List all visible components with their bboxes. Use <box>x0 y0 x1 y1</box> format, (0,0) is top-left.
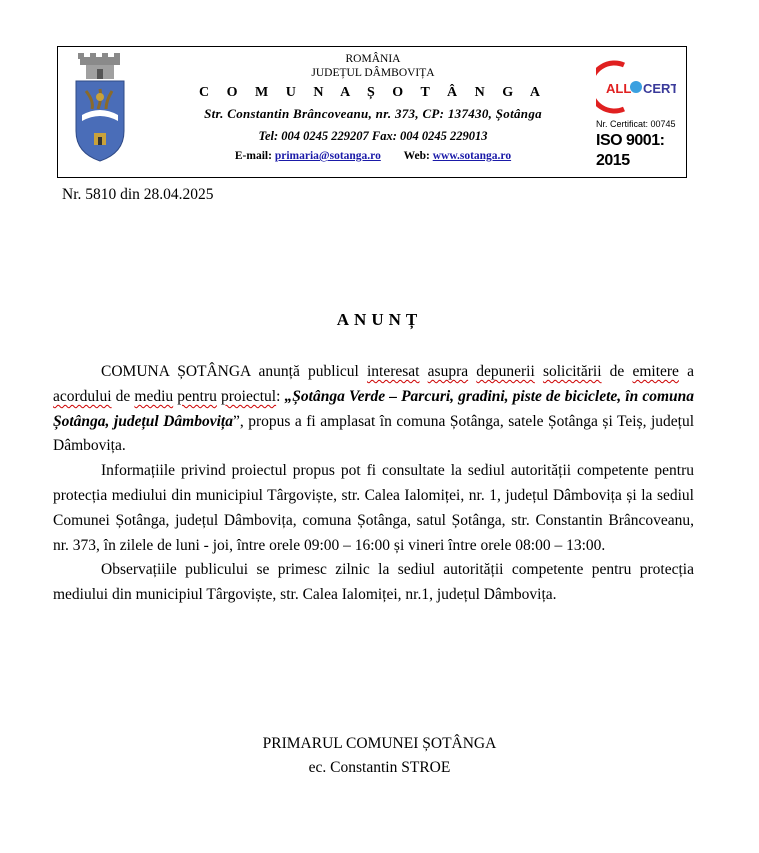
text-span: COMUNA ȘOTÂNGA anunță publicul <box>101 363 367 380</box>
text-span <box>420 363 428 380</box>
coat-of-arms-icon <box>72 53 128 163</box>
web-label: Web: <box>403 150 430 162</box>
postal-address: Str. Constantin Brâncoveanu, nr. 373, CP: 137430, Șotânga <box>204 106 542 121</box>
announcement-body <box>53 360 694 608</box>
letterhead <box>57 46 687 178</box>
spellcheck-word: proiectul <box>221 387 277 405</box>
spellcheck-word: asupra <box>427 363 469 380</box>
registration-number: Nr. 5810 din 28.04.2025 <box>62 186 214 203</box>
text-span: a <box>678 363 694 380</box>
commune-name: C O M U N A Ș O T Â N G A <box>199 85 547 100</box>
spellcheck-word: interesat <box>366 363 420 380</box>
signatory-name: ec. Constantin STROE <box>308 759 451 776</box>
county-name: JUDEȚUL DÂMBOVIȚA <box>311 67 435 79</box>
document-title: ANUNȚ <box>336 310 423 329</box>
spellcheck-word: solicitării <box>542 363 602 380</box>
country-name: ROMÂNIA <box>345 53 401 65</box>
spellcheck-word: pentru <box>177 387 217 405</box>
text-span: : <box>276 387 285 405</box>
spellcheck-word: mediu <box>134 387 174 405</box>
phone-fax: Tel: 004 0245 229207 Fax: 004 0245 229013 <box>258 129 488 143</box>
spellcheck-word: emitere <box>632 363 679 380</box>
paragraph-observations: Observațiile publicului se primesc zilnic la sediul autorității competente pentru protecția mediului din municipiul Târgoviște, str. Calea Ialomiței, nr.1, județul Dâmbovița. <box>53 561 694 604</box>
email-label: E-mail: <box>234 150 272 162</box>
contact-line <box>138 148 608 165</box>
svg-text:ALL: ALL <box>606 81 632 96</box>
project-name: „Șotânga Verde – Parcuri, gradini, piste de biciclete, în comuna Șotânga, județul Dâmbovița <box>53 387 694 430</box>
text-span <box>535 363 543 380</box>
allcert-icon <box>596 57 676 117</box>
certification-logo <box>596 57 676 167</box>
svg-text:CERT: CERT <box>643 81 676 96</box>
paragraph-consultation: Informațiile privind proiectul propus pot fi consultate la sediul autorității competente pentru protecția mediului din municipiul Târgoviște, str. Calea Ialomiței, nr. 1, județul Dâmbovița și la sediul Comunei Șotânga, județul Dâmbovița, comuna Șotânga, satul Șotânga, str. Constantin Brâncoveanu, nr. 373, în zilele de luni - joi, între orele 09:00 – 16:00 și vineri între orele 08:00 – 13:00. <box>53 462 694 554</box>
iso-standard: ISO 9001: 2015 <box>596 132 665 169</box>
paragraph-request <box>53 360 694 459</box>
text-span: de <box>601 363 633 380</box>
letterhead-text <box>138 51 608 165</box>
text-span: de <box>111 387 135 405</box>
signatory-role: PRIMARUL COMUNEI ȘOTÂNGA <box>262 735 497 752</box>
website-link[interactable]: www.sotanga.ro <box>432 150 512 162</box>
signature-block <box>0 732 759 780</box>
certificate-number: Nr. Certificat: 00745 <box>596 119 676 129</box>
spellcheck-word: acordului <box>53 387 112 405</box>
spellcheck-word: depunerii <box>476 363 535 380</box>
text-span: ”, propus a fi amplasat în comuna Șotânga, satele Șotânga și Teiș, județul Dâmbovița. <box>53 412 694 455</box>
email-link[interactable]: primaria@sotanga.ro <box>274 150 381 162</box>
